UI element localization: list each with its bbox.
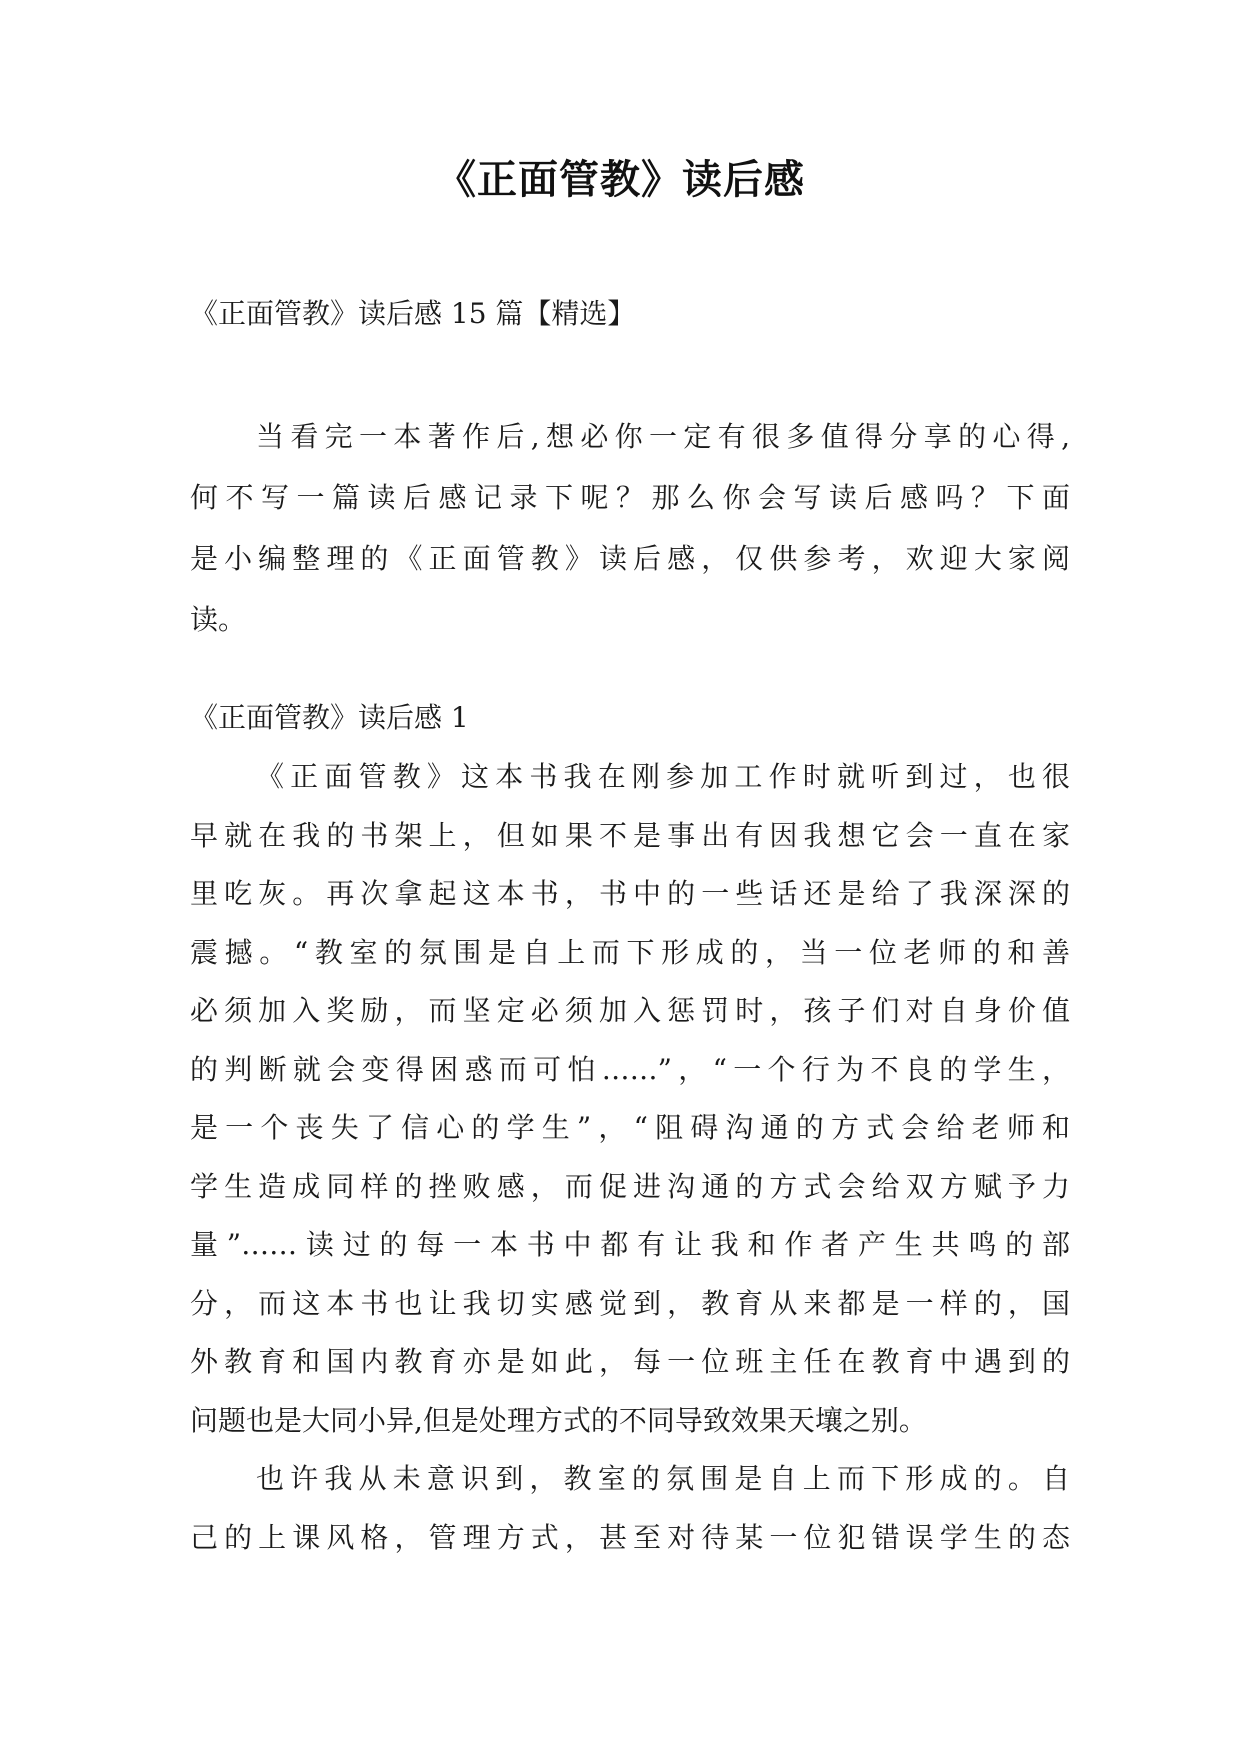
paragraph-line: 早就在我的书架上，但如果不是事出有因我想它会一直在家 <box>190 818 1070 852</box>
paragraph-line: 问题也是大同小异,但是处理方式的不同导致效果天壤之别。 <box>190 1403 927 1437</box>
paragraph-line: 是一个丧失了信心的学生”，“阻碍沟通的方式会给老师和 <box>190 1111 1070 1144</box>
essay-body <box>190 748 1070 1567</box>
intro-paragraph <box>190 406 1070 650</box>
paragraph-line: 的判断就会变得困惑而可怕……”，“一个行为不良的学生， <box>190 1052 1070 1086</box>
intro-line: 读。 <box>190 603 247 636</box>
paragraph-line: 也许我从未意识到，教室的氛围是自上而下形成的。自 <box>256 1462 1070 1495</box>
paragraph-line: 量”……读过的每一本书中都有让我和作者产生共鸣的部 <box>190 1228 1070 1261</box>
intro-line: 是小编整理的《正面管教》读后感，仅供参考，欢迎大家阅 <box>190 542 1070 575</box>
paragraph-line: 学生造成同样的挫败感，而促进沟通的方式会给双方赋予力 <box>190 1169 1070 1203</box>
document-title: 《正面管教》读后感 <box>436 157 805 203</box>
paragraph-line: 必须加入奖励，而坚定必须加入惩罚时，孩子们对自身价值 <box>190 994 1070 1027</box>
intro-line: 当看完一本著作后,想必你一定有很多值得分享的心得, <box>256 420 1070 453</box>
intro-line: 何不写一篇读后感记录下呢？那么你会写读后感吗？下面 <box>190 481 1070 514</box>
paragraph-line: 外教育和国内教育亦是如此，每一位班主任在教育中遇到的 <box>190 1345 1070 1378</box>
section-heading: 《正面管教》读后感 1 <box>190 701 469 734</box>
paragraph-line: 分，而这本书也让我切实感觉到，教育从来都是一样的，国 <box>190 1286 1070 1320</box>
document-subtitle: 《正面管教》读后感 15 篇【精选】 <box>190 297 636 330</box>
paragraph-1 <box>190 748 1070 1450</box>
paragraph-line: 《正面管教》这本书我在刚参加工作时就听到过，也很 <box>256 760 1070 793</box>
paragraph-line: 己的上课风格，管理方式，甚至对待某一位犯错误学生的态 <box>190 1520 1070 1554</box>
paragraph-line: 震撼。“教室的氛围是自上而下形成的，当一位老师的和善 <box>190 935 1070 969</box>
paragraph-line: 里吃灰。再次拿起这本书，书中的一些话还是给了我深深的 <box>190 877 1070 910</box>
paragraph-2 <box>190 1450 1070 1567</box>
